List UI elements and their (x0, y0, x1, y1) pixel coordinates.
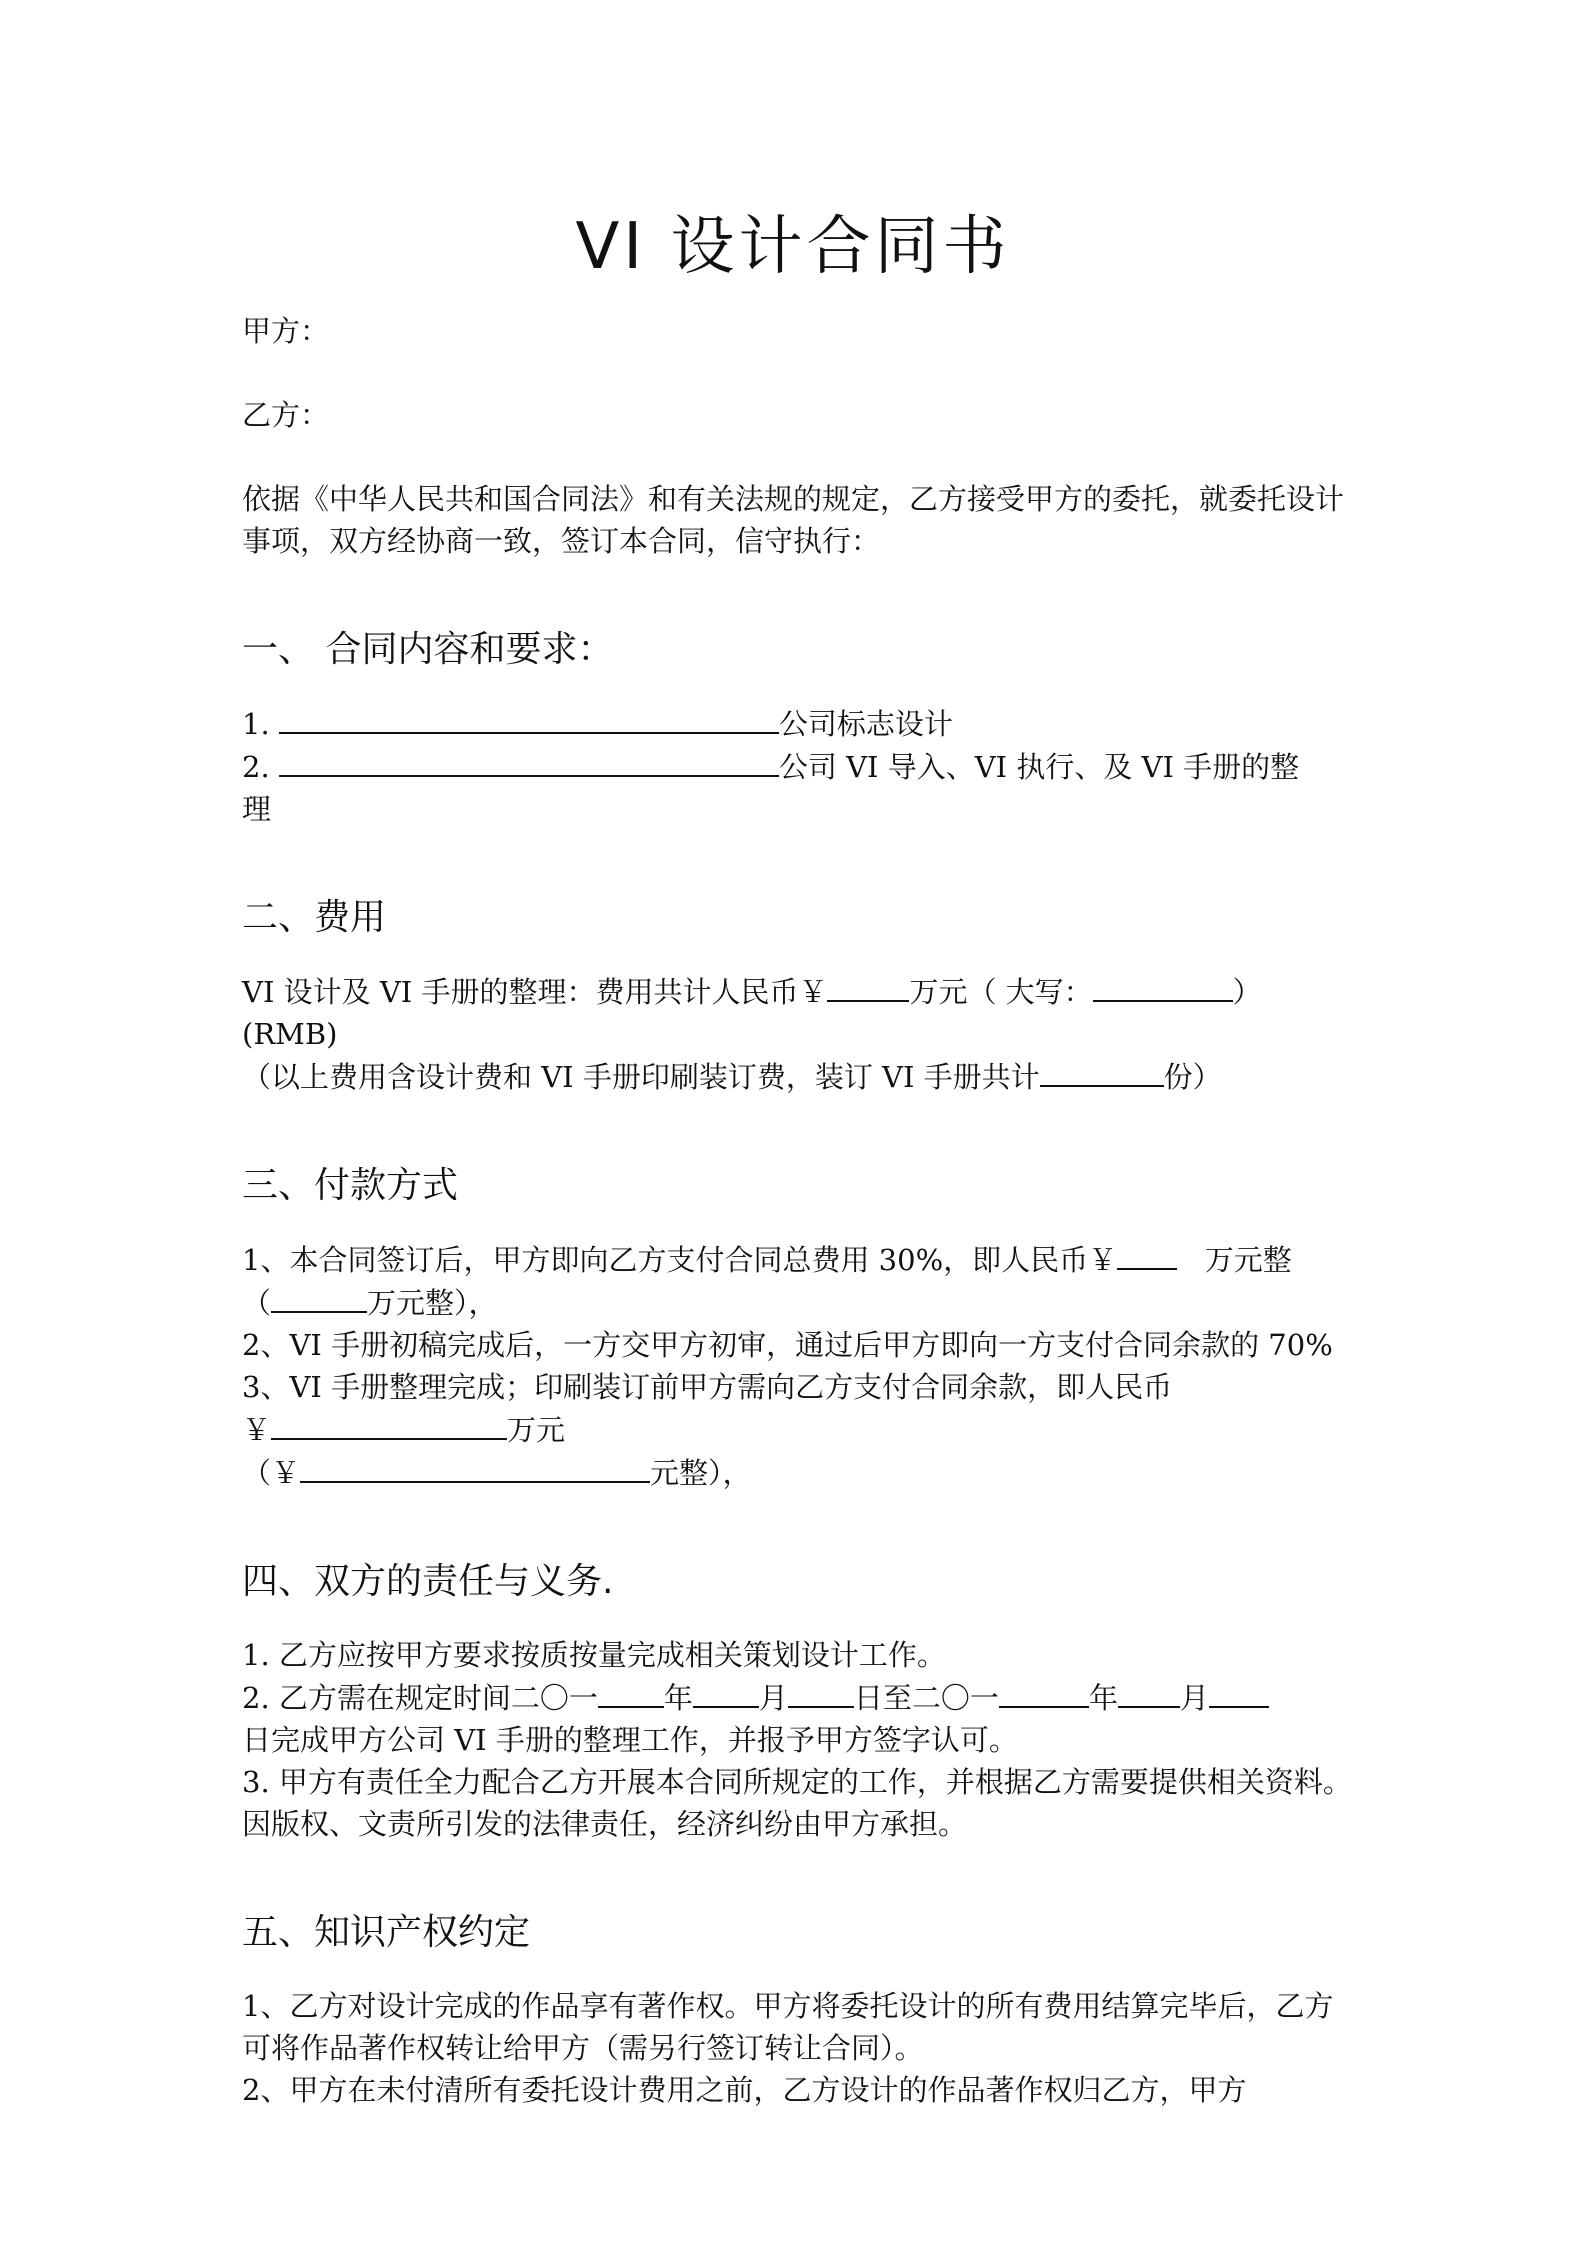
responsibility-text: 月 (1179, 1681, 1209, 1715)
section-heading-content: 一、 合同内容和要求： (242, 629, 614, 670)
fee-text: （以上费用含设计费和 VI 手册印刷装订费，装订 VI 手册共计 (242, 1060, 1040, 1094)
fee-line-1 (242, 970, 1354, 1055)
responsibility-2 (242, 1676, 1354, 1719)
fee-text: ）(RMB) (242, 975, 1262, 1051)
responsibility-liability: 因版权、文责所引发的法律责任，经济纠纷由甲方承担。 (242, 1807, 968, 1841)
payment-text: 万元 (507, 1413, 566, 1447)
date-blank (1209, 1676, 1269, 1708)
copies-blank (1040, 1055, 1164, 1087)
date-blank (693, 1676, 759, 1708)
fee-text: 万元（ 大写： (909, 975, 1093, 1009)
payment-term-3-amount (242, 1408, 1354, 1451)
payment-text: 1、本合同签订后，甲方即向乙方支付合同总费用 30%，即人民币￥ (242, 1243, 1118, 1277)
amount-blank (271, 1408, 507, 1440)
responsibility-text: 日至二〇一 (853, 1681, 999, 1715)
payment-term-1 (242, 1238, 1354, 1281)
responsibility-1: 1. 乙方应按甲方要求按质按量完成相关策划设计工作。 (242, 1638, 946, 1672)
payment-text: 万元整）， (367, 1286, 498, 1320)
payment-text: 元整）， (650, 1456, 752, 1490)
date-blank (598, 1676, 664, 1708)
item-text: 公司 VI 导入、VI 执行、及 VI 手册的整 (778, 750, 1300, 784)
party-b-line: 乙方： (242, 398, 330, 432)
payment-text: （￥ (242, 1456, 301, 1490)
date-blank (788, 1676, 854, 1708)
item-number: 2. (242, 750, 270, 784)
amount-blank (300, 1451, 650, 1483)
amount-in-words-blank (1093, 970, 1233, 1002)
payment-term-1-continued (242, 1281, 1354, 1324)
content-item-2 (242, 745, 1354, 788)
fee-text: 份） (1163, 1060, 1222, 1094)
fee-text: VI 设计及 VI 手册的整理：费用共计人民币￥ (242, 975, 828, 1009)
payment-term-3: 3、VI 手册整理完成；印刷装订前甲方需向乙方支付合同余款，即人民币 (242, 1370, 1173, 1404)
payment-text: 万元整 (1204, 1243, 1292, 1277)
responsibility-text: 年 (663, 1681, 693, 1715)
item-number: 1. (242, 707, 270, 741)
fee-line-2 (242, 1055, 1354, 1098)
responsibility-2-continued: 日完成甲方公司 VI 手册的整理工作，并报予甲方签字认可。 (242, 1723, 1018, 1757)
amount-blank (1117, 1238, 1177, 1270)
content-item-2-continued: 理 (242, 792, 272, 826)
section-heading-payment: 三、付款方式 (242, 1165, 459, 1206)
amount-blank (827, 970, 909, 1002)
document-title: VI 设计合同书 (575, 210, 1011, 284)
payment-text: （ (242, 1286, 272, 1320)
company-name-blank (279, 745, 779, 777)
contract-body (242, 310, 1354, 2111)
company-name-blank (279, 702, 779, 734)
amount-blank (271, 1281, 367, 1313)
section-heading-responsibilities: 四、双方的责任与义务. (242, 1561, 614, 1602)
date-blank (999, 1676, 1089, 1708)
payment-text: ￥ (242, 1413, 272, 1447)
ip-term-2: 2、甲方在未付清所有委托设计费用之前，乙方设计的作品著作权归乙方，甲方 (242, 2073, 1247, 2107)
date-blank (1118, 1676, 1180, 1708)
responsibility-text: 月 (758, 1681, 788, 1715)
payment-term-2: 2、VI 手册初稿完成后，一方交甲方初审，通过后甲方即向一方支付合同余款的 70% (242, 1328, 1333, 1362)
content-item-1 (242, 702, 1354, 745)
ip-term-1: 1、乙方对设计完成的作品享有著作权。甲方将委托设计的所有费用结算完毕后，乙方可将作品著作权转让给甲方（需另行签订转让合同）。 (242, 1989, 1334, 2065)
section-heading-fees: 二、费用 (242, 897, 387, 938)
responsibility-text: 年 (1088, 1681, 1118, 1715)
responsibility-text: 2. 乙方需在规定时间二〇一 (242, 1681, 598, 1715)
intro-paragraph: 依据《中华人民共和国合同法》和有关法规的规定，乙方接受甲方的委托，就委托设计事项，双方经协商一致，签订本合同，信守执行： (242, 482, 1345, 558)
section-heading-ip: 五、知识产权约定 (242, 1912, 531, 1953)
payment-term-3-words (242, 1451, 1354, 1494)
item-text: 公司标志设计 (778, 707, 953, 741)
responsibility-3: 3. 甲方有责任全力配合乙方开展本合同所规定的工作，并根据乙方需要提供相关资料。 (242, 1765, 1352, 1799)
party-a-line: 甲方： (242, 314, 330, 348)
